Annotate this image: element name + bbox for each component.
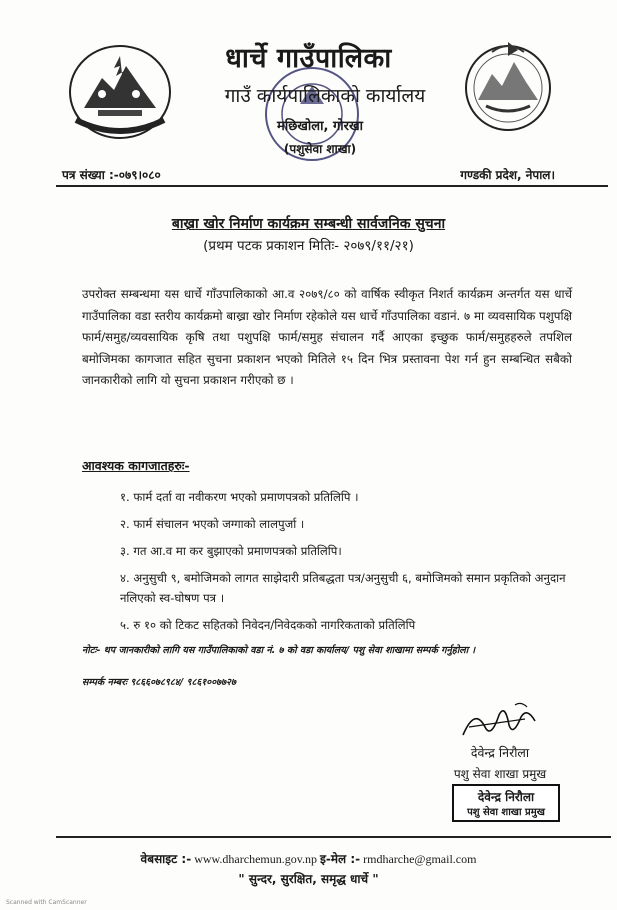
signatory-title: पशु सेवा शाखा प्रमुख [453,767,547,781]
stamp-name: देवेन्द्र निरौला [477,790,535,804]
letter-number: पत्र संख्या :-०७९।०८० [62,168,161,182]
footer-contact-line [0,850,617,867]
province-label: गण्डकी प्रदेश, नेपाल। [460,168,555,182]
municipality-motto: " सुन्दर, सुरक्षित, समृद्ध धार्चे " [238,872,379,886]
office-name: गाउँ कार्यपालिकाको कार्यालय [224,85,426,107]
website-url: www.dharchemun.gov.np [194,852,317,866]
handwritten-signature [455,697,543,745]
header-divider [56,185,608,187]
notice-body: उपरोक्त सम्बन्धमा यस धार्चे गाँउपालिकाको आ.व २०७९/८० को वार्षिक स्वीकृत निशर्त कार्यक्रम अन्तर्गत यस धार्चे गाउँपालिका वडा स्तरीय कार्यक्रमो बाख्रा खोर निर्माण रहेकोले यस धार्चे गाँउपालिका वडानं. ७ मा व्यवसायिक पशुपक्षि फार्म/समुह/व्यवसायिक कृषि तथा पशुपक्षि फार्म/समुह संचालन गर्दै आएका इच्छुक फार्म/समुहहरुले तपशिल बमोजिमका कागजात सहित सुचना प्रकाशन भएको मितिले १५ दिन भित्र प्रस्तावना पेश गर्न हुन सम्बन्धित सबैको जानकारीको लागि यो सुचना प्रकाशन गरीएको छ । [82,287,572,388]
requirement-item: ५. रु १० को टिकट सहितको निवेदन/निवेदकको नागरिकताको प्रतिलिपि [120,618,416,632]
notice-title-text: बाख्रा खोर निर्माण कार्यक्रम सम्बन्धी सार्वजनिक सुचना [171,216,446,232]
stamp-title: पशु सेवा शाखा प्रमुख [467,807,545,818]
email-label: इ-मेल :- [319,852,361,866]
municipality-name: धार्चे गाउँपालिका [225,43,392,74]
requirement-item: २. फार्म संचालन भएको जग्गाको लालपुर्जा । [120,517,305,531]
office-address: मछिखोला, गोरखा [277,119,363,134]
footer-divider [56,836,611,838]
notice-title [0,214,617,233]
note-text: नोटः- थप जानकारीको लागि यस गाउँपालिकाको वडा नं. ७ को वडा कार्यालय/ पशु सेवा शाखामा सम्पर्क गर्नुहोला । [82,645,476,656]
email-address: rmdharche@gmail.com [363,852,477,866]
requirement-item: ३. गत आ.व मा कर बुझाएको प्रमाणपत्रको प्रतिलिपि। [120,544,342,558]
scanner-watermark: Scanned with CamScanner [6,899,87,906]
website-label: वेबसाइट :- [140,852,192,866]
requirements-heading: आवश्यक कागजातहरुः- [82,458,190,473]
signatory-name: देवेन्द्र निरौला [470,745,530,760]
requirement-item: १. फार्म दर्ता वा नवीकरण भएको प्रमाणपत्रको प्रतिलिपि । [120,490,359,504]
publication-date: (प्रथम पटक प्रकाशन मितिः- २०७९/११/२१) [203,238,414,254]
contact-numbers: सम्पर्क नम्बरः ९८६६०७८९८४/ ९८६१००७७२७ [82,677,236,688]
requirement-item: ४. अनुसुची ९, बमोजिमको लागत साझेदारी प्रतिबद्धता पत्र/अनुसुची ६, बमोजिमको समान प्रकृतिको अनुदान नलिएको स्व-घोषण पत्र । [120,571,566,605]
branch-name: (पशुसेवा शाखा) [283,142,357,156]
requirements-list [120,487,585,642]
designation-stamp [452,784,560,822]
